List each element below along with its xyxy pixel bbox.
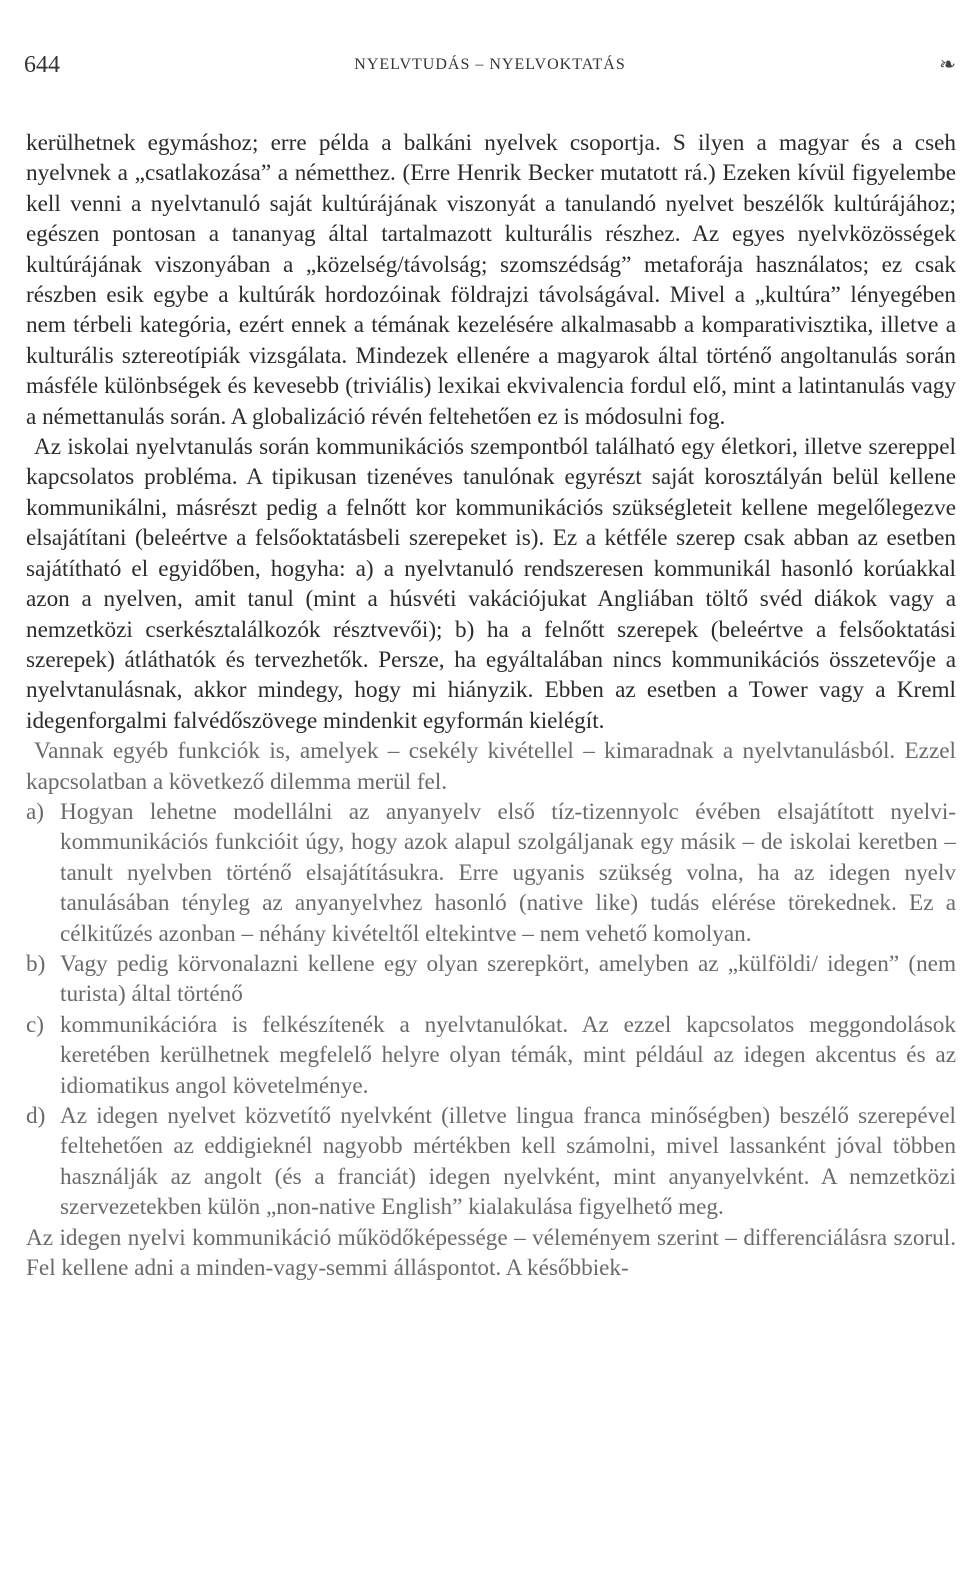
list-marker: c) xyxy=(26,1011,45,1038)
list-item-text: Vagy pedig körvonalazni kellene egy olyan szerepkört, amelyben az „külföldi/ idegen” (nem turista) által történő xyxy=(60,950,956,1008)
list-item-b xyxy=(26,949,956,1010)
list-item-text: kommunikációra is felkészítenék a nyelvtanulókat. Az ezzel kapcsolatos meggondolások keretében kerülhetnek megfelelő helyre olyan témák, mint például az idegen akcentus és az idiomatikus angol követelménye. xyxy=(60,1011,956,1099)
list-item-text: Hogyan lehetne modellálni az anyanyelv első tíz-tizennyolc évében elsajátított nyelvi-kommunikációs funkcióit úgy, hogy azok alapul szolgáljanak egy másik – de iskolai keretben – tanult nyelvben történő elsajátításukra. Erre ugyanis szükség volna, ha az idegen nyelv tanulásában tényleg az anyanyelvhez hasonló (native like) tudás elérése törekednek. Ez a célkitűzés azonban – néhány kivételtől eltekintve – nem vehető komolyan. xyxy=(60,798,956,947)
list-item-d xyxy=(26,1101,956,1223)
paragraph-3: Vannak egyéb funkciók is, amelyek – csekély kivétellel – kimaradnak a nyelvtanulásból. Ezzel kapcsolatban a következő dilemma merül fel. xyxy=(26,738,956,795)
list-marker: b) xyxy=(26,950,46,977)
list-marker: d) xyxy=(26,1103,46,1129)
list-marker: a) xyxy=(26,798,45,825)
leaf-ornament-icon: ❧ xyxy=(939,54,956,76)
list-item-a xyxy=(26,797,956,949)
paragraph-1: kerülhetnek egymáshoz; erre példa a balkáni nyelvek csoportja. S ilyen a magyar és a cseh nyelvnek a „csatlakozása” a németthez. (Erre Henrik Becker mutatott rá.) Ezeken kívül figyelembe kell venni a nyelvtanuló saját kultúrájának viszonyát a tanulandó nyelvet beszélők kultúrájához; egészen pontosan a tananyag által tartalmazott kulturális részhez. Az egyes nyelvközösségek kultúrájának viszonyában a „közelség/távolság; szomszédság” metaforája használatos; ez csak részben esik egybe a kultúrák hordozóinak földrajzi távolságával. Mivel a „kultúra” lényegében nem térbeli kategória, ezért ennek a témának kezelésére alkalmasabb a komparativisztika, illetve a kulturális sztereotípiák vizsgálata. Mindezek ellenére a magyarok által történő angoltanulás során másféle különbségek és kevesebb (triviális) lexikai ekvivalencia fordul elő, mint a latintanulás vagy a némettanulás során. A globalizáció révén feltehetően ez is módosulni fog. xyxy=(26,130,956,430)
page-number: 644 xyxy=(24,52,60,78)
list-item-text: Az idegen nyelvet közvetítő nyelvként (illetve lingua franca minőségben) beszélő szerepével feltehetően az eddigieknél nagyobb mértékben kell számolni, mivel lassanként jóval többen használják az angolt (és a franciát) idegen nyelvként, mint anyanyelvként. A nemzetközi szervezetekben külön „non-native English” kialakulása figyelhető meg. xyxy=(60,1103,956,1221)
paragraph-2: Az iskolai nyelvtanulás során kommunikációs szempontból található egy életkori, illetve szereppel kapcsolatos probléma. A tipikusan tizenéves tanulónak egyrészt saját korosztályán belül kellene kommunikálni, másrészt pedig a felnőtt kor kommunikációs szükségleteit kellene megelőlegezve elsajátítani (beleértve a felsőoktatásbeli szerepeket is). Ez a kétféle szerep csak abban az esetben sajátítható el egyidőben, hogyha: a) a nyelvtanuló rendszeresen kommunikál hasonló korúakkal azon a nyelven, amit tanul (mint a húsvéti vakációjukat Angliában töltő svéd diákok vagy a nemzetközi cserkésztalálkozók résztvevői); b) ha a felnőtt szerepek (beleértve a felsőoktatási szerepek) átláthatók és tervezhetők. Persze, ha egyáltalában nincs kommunikációs összetevője a nyelvtanulásnak, akkor mindegy, hogy mi hiányzik. Ebben az esetben a Tower vagy a Kreml idegenforgalmi falvédőszövege mindenkit egyformán kielégít. xyxy=(26,434,956,734)
closing-paragraph: Az idegen nyelvi kommunikáció működőképessége – véleményem szerint – differenciálásra szorul. Fel kellene adni a minden-vagy-semmi álláspontot. A későbbiek- xyxy=(26,1224,956,1282)
list-item-c xyxy=(26,1010,956,1101)
page-header xyxy=(24,52,956,82)
running-title: NYELVTUDÁS – NYELVOKTATÁS xyxy=(354,56,626,73)
body-text xyxy=(26,128,956,1283)
